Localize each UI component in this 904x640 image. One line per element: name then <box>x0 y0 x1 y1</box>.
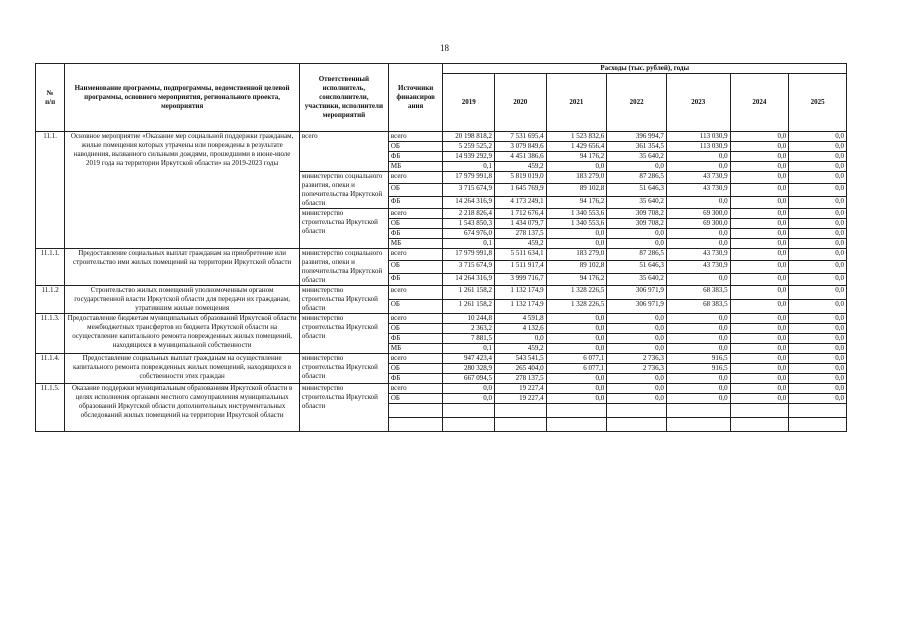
amount-cell: 35 640,2 <box>607 273 667 285</box>
amount-cell: 0,0 <box>607 334 667 344</box>
empty-cell <box>495 418 547 432</box>
amount-cell: 0,0 <box>546 239 607 249</box>
amount-cell: 1 132 174,9 <box>495 286 547 300</box>
amount-cell: 0,0 <box>730 261 789 273</box>
amount-cell: 0,0 <box>730 152 789 162</box>
empty-cell <box>666 404 730 418</box>
empty-cell <box>443 404 495 418</box>
amount-cell: 68 383,5 <box>666 286 730 300</box>
empty-cell <box>666 418 730 432</box>
amount-cell: 0,0 <box>789 300 847 314</box>
col-header-expenses: Расходы (тыс. рублей), годы <box>443 64 847 74</box>
funding-source: ОБ <box>388 142 443 152</box>
empty-cell <box>607 404 667 418</box>
amount-cell: 0,0 <box>730 344 789 354</box>
funding-source: всего <box>388 354 443 364</box>
amount-cell: 7 531 695,4 <box>495 132 547 142</box>
amount-cell: 14 939 292,9 <box>443 152 495 162</box>
row-index: 11.1.1. <box>36 249 65 286</box>
funding-source: МБ <box>388 344 443 354</box>
amount-cell: 0,0 <box>607 394 667 404</box>
executor-cell: министерство строительства Иркутской области <box>299 209 388 249</box>
amount-cell: 1 261 158,2 <box>443 300 495 314</box>
executor-cell: министерство строительства Иркутской области <box>299 384 388 432</box>
empty-cell <box>730 404 789 418</box>
amount-cell: 0,0 <box>546 314 607 324</box>
amount-cell: 0,0 <box>730 142 789 152</box>
amount-cell: 2 218 826,4 <box>443 209 495 219</box>
amount-cell: 2 363,2 <box>443 324 495 334</box>
amount-cell: 43 730,9 <box>666 261 730 273</box>
amount-cell: 0,0 <box>789 344 847 354</box>
executor-cell: министерство строительства Иркутской области <box>299 286 388 314</box>
amount-cell: 17 979 991,8 <box>443 172 495 184</box>
amount-cell: 0,0 <box>789 286 847 300</box>
amount-cell: 7 881,5 <box>443 334 495 344</box>
amount-cell: 43 730,9 <box>666 184 730 196</box>
budget-table <box>35 63 847 432</box>
amount-cell: 0,0 <box>789 162 847 172</box>
amount-cell: 0,0 <box>789 364 847 374</box>
amount-cell: 0,1 <box>443 239 495 249</box>
executor-cell: министерство строительства Иркутской области <box>299 354 388 384</box>
amount-cell: 0,1 <box>443 162 495 172</box>
amount-cell: 947 423,4 <box>443 354 495 364</box>
empty-cell <box>388 418 443 432</box>
amount-cell: 94 176,2 <box>546 273 607 285</box>
col-header-executor: Ответственный исполнитель, соисполнители, участники, исполнители мероприятий <box>299 64 388 132</box>
amount-cell: 0,0 <box>546 394 607 404</box>
amount-cell: 69 300,0 <box>666 219 730 229</box>
amount-cell: 1 328 226,5 <box>546 300 607 314</box>
funding-source: ОБ <box>388 184 443 196</box>
amount-cell: 0,0 <box>607 239 667 249</box>
empty-cell <box>789 418 847 432</box>
col-header-year: 2020 <box>495 74 547 132</box>
amount-cell: 4 173 249,1 <box>495 196 547 208</box>
empty-cell <box>443 418 495 432</box>
amount-cell: 0,0 <box>666 314 730 324</box>
amount-cell: 14 264 316,9 <box>443 273 495 285</box>
amount-cell: 35 640,2 <box>607 152 667 162</box>
funding-source: ОБ <box>388 261 443 273</box>
header-row-1 <box>36 64 847 74</box>
amount-cell: 0,0 <box>730 374 789 384</box>
amount-cell: 113 030,9 <box>666 132 730 142</box>
amount-cell: 0,0 <box>789 249 847 261</box>
amount-cell: 0,0 <box>443 384 495 394</box>
amount-cell: 1 523 832,6 <box>546 132 607 142</box>
amount-cell: 0,0 <box>666 374 730 384</box>
funding-source: ОБ <box>388 394 443 404</box>
amount-cell: 0,0 <box>730 229 789 239</box>
amount-cell: 306 971,9 <box>607 286 667 300</box>
amount-cell: 2 736,3 <box>607 364 667 374</box>
executor-cell: министерство строительства Иркутской области <box>299 314 388 354</box>
amount-cell: 459,2 <box>495 344 547 354</box>
amount-cell: 0,0 <box>546 162 607 172</box>
amount-cell: 89 102,8 <box>546 261 607 273</box>
amount-cell: 0,0 <box>730 132 789 142</box>
amount-cell: 3 999 716,7 <box>495 273 547 285</box>
amount-cell: 0,0 <box>789 229 847 239</box>
activity-description: Строительство жилых помещений уполномоченным органом государственной власти Иркутской области для передачи их гражданам, утратившим жилые помещения <box>65 286 300 314</box>
amount-cell: 0,0 <box>730 172 789 184</box>
empty-cell <box>546 404 607 418</box>
row-index: 11.1.5. <box>36 384 65 432</box>
amount-cell: 0,0 <box>789 219 847 229</box>
amount-cell: 3 079 849,6 <box>495 142 547 152</box>
activity-description: Предоставление социальных выплат гражданам на осуществление капитального ремонта поврежденных жилых помещений, находящихся в собственности этих граждан <box>65 354 300 384</box>
amount-cell: 0,0 <box>789 196 847 208</box>
amount-cell: 1 340 553,6 <box>546 209 607 219</box>
funding-source: ФБ <box>388 273 443 285</box>
amount-cell: 0,0 <box>730 273 789 285</box>
activity-description: Предоставление социальных выплат гражданам на приобретение или строительство ими жилых помещений на территории Иркутской области <box>65 249 300 286</box>
amount-cell: 14 264 316,9 <box>443 196 495 208</box>
amount-cell: 0,0 <box>546 384 607 394</box>
amount-cell: 1 328 226,5 <box>546 286 607 300</box>
amount-cell: 0,0 <box>666 324 730 334</box>
amount-cell: 0,0 <box>789 394 847 404</box>
amount-cell: 0,0 <box>666 273 730 285</box>
col-header-source: Источники финансиров ания <box>388 64 443 132</box>
amount-cell: 0,0 <box>666 229 730 239</box>
amount-cell: 0,0 <box>789 334 847 344</box>
amount-cell: 1 429 656,4 <box>546 142 607 152</box>
amount-cell: 306 971,9 <box>607 300 667 314</box>
amount-cell: 0,0 <box>789 132 847 142</box>
table-row <box>36 354 847 364</box>
amount-cell: 4 591,8 <box>495 314 547 324</box>
table-row <box>36 249 847 261</box>
amount-cell: 0,0 <box>730 286 789 300</box>
amount-cell: 0,0 <box>730 209 789 219</box>
amount-cell: 0,0 <box>730 334 789 344</box>
table-row <box>36 314 847 324</box>
funding-source: всего <box>388 249 443 261</box>
page-number: 18 <box>440 43 449 53</box>
amount-cell: 1 511 917,4 <box>495 261 547 273</box>
amount-cell: 1 645 769,9 <box>495 184 547 196</box>
amount-cell: 0,0 <box>730 184 789 196</box>
amount-cell: 0,0 <box>546 324 607 334</box>
amount-cell: 309 708,2 <box>607 209 667 219</box>
amount-cell: 0,0 <box>730 384 789 394</box>
funding-source: ОБ <box>388 300 443 314</box>
amount-cell: 265 404,0 <box>495 364 547 374</box>
amount-cell: 0,0 <box>607 324 667 334</box>
amount-cell: 89 102,8 <box>546 184 607 196</box>
amount-cell: 19 227,4 <box>495 384 547 394</box>
amount-cell: 1 434 079,7 <box>495 219 547 229</box>
funding-source: ФБ <box>388 152 443 162</box>
amount-cell: 0,0 <box>666 344 730 354</box>
amount-cell: 0,0 <box>546 374 607 384</box>
empty-cell <box>388 404 443 418</box>
amount-cell: 0,1 <box>443 344 495 354</box>
amount-cell: 0,0 <box>730 314 789 324</box>
funding-source: МБ <box>388 162 443 172</box>
amount-cell: 3 715 674,9 <box>443 184 495 196</box>
amount-cell: 4 451 386,6 <box>495 152 547 162</box>
executor-cell: министерство социального развития, опеки и попечительства Иркутской области <box>299 249 388 286</box>
amount-cell: 0,0 <box>789 314 847 324</box>
amount-cell: 0,0 <box>789 324 847 334</box>
col-header-year: 2025 <box>789 74 847 132</box>
amount-cell: 5 819 019,0 <box>495 172 547 184</box>
empty-cell <box>730 418 789 432</box>
col-header-num: № п/п <box>36 64 65 132</box>
amount-cell: 0,0 <box>546 229 607 239</box>
amount-cell: 0,0 <box>730 196 789 208</box>
amount-cell: 19 227,4 <box>495 394 547 404</box>
amount-cell: 0,0 <box>789 374 847 384</box>
amount-cell: 0,0 <box>495 334 547 344</box>
amount-cell: 0,0 <box>666 152 730 162</box>
amount-cell: 94 176,2 <box>546 152 607 162</box>
amount-cell: 1 261 158,2 <box>443 286 495 300</box>
row-index: 11.1.2 <box>36 286 65 314</box>
row-index: 11.1. <box>36 132 65 249</box>
amount-cell: 5 259 525,2 <box>443 142 495 152</box>
amount-cell: 0,0 <box>666 239 730 249</box>
amount-cell: 4 132,6 <box>495 324 547 334</box>
funding-source: ОБ <box>388 219 443 229</box>
empty-cell <box>495 404 547 418</box>
amount-cell: 10 244,8 <box>443 314 495 324</box>
amount-cell: 459,2 <box>495 239 547 249</box>
col-header-year: 2019 <box>443 74 495 132</box>
amount-cell: 2 736,3 <box>607 354 667 364</box>
amount-cell: 0,0 <box>607 374 667 384</box>
amount-cell: 51 646,3 <box>607 184 667 196</box>
executor-cell: министерство социального развития, опеки и попечительства Иркутской области <box>299 172 388 209</box>
amount-cell: 0,0 <box>607 384 667 394</box>
amount-cell: 280 328,9 <box>443 364 495 374</box>
amount-cell: 69 300,0 <box>666 209 730 219</box>
amount-cell: 916,5 <box>666 354 730 364</box>
budget-table-body <box>36 132 847 432</box>
amount-cell: 278 137,5 <box>495 374 547 384</box>
funding-source: всего <box>388 314 443 324</box>
funding-source: всего <box>388 172 443 184</box>
amount-cell: 0,0 <box>730 239 789 249</box>
amount-cell: 0,0 <box>666 196 730 208</box>
amount-cell: 0,0 <box>789 152 847 162</box>
amount-cell: 0,0 <box>607 229 667 239</box>
activity-description: Основное мероприятие «Оказание мер социальной поддержки гражданам, жилые помещения которых утрачены или повреждены в результате наводнения, вызванного сильными дождями, прошедшими в июне-июле 2019 года на территории Иркутской области» на 2019-2023 годы <box>65 132 300 249</box>
amount-cell: 0,0 <box>666 162 730 172</box>
row-index: 11.1.3. <box>36 314 65 354</box>
amount-cell: 87 286,5 <box>607 249 667 261</box>
amount-cell: 543 541,5 <box>495 354 547 364</box>
amount-cell: 3 715 674,9 <box>443 261 495 273</box>
amount-cell: 1 712 676,4 <box>495 209 547 219</box>
amount-cell: 94 176,2 <box>546 196 607 208</box>
funding-source: ФБ <box>388 334 443 344</box>
amount-cell: 0,0 <box>607 162 667 172</box>
amount-cell: 0,0 <box>730 249 789 261</box>
amount-cell: 0,0 <box>730 364 789 374</box>
amount-cell: 0,0 <box>666 394 730 404</box>
amount-cell: 20 198 818,2 <box>443 132 495 142</box>
amount-cell: 1 132 174,9 <box>495 300 547 314</box>
amount-cell: 309 708,2 <box>607 219 667 229</box>
amount-cell: 0,0 <box>607 314 667 324</box>
amount-cell: 0,0 <box>789 172 847 184</box>
funding-source: всего <box>388 286 443 300</box>
funding-source: ОБ <box>388 324 443 334</box>
amount-cell: 0,0 <box>546 334 607 344</box>
executor-cell: всего <box>299 132 388 172</box>
funding-source: ФБ <box>388 229 443 239</box>
amount-cell: 183 279,0 <box>546 249 607 261</box>
col-header-year: 2022 <box>607 74 667 132</box>
funding-source: ФБ <box>388 374 443 384</box>
amount-cell: 0,0 <box>730 354 789 364</box>
funding-source: ФБ <box>388 196 443 208</box>
amount-cell: 674 976,0 <box>443 229 495 239</box>
amount-cell: 68 383,5 <box>666 300 730 314</box>
amount-cell: 1 543 850,3 <box>443 219 495 229</box>
amount-cell: 396 994,7 <box>607 132 667 142</box>
amount-cell: 17 979 991,8 <box>443 249 495 261</box>
col-header-year: 2023 <box>666 74 730 132</box>
amount-cell: 43 730,9 <box>666 249 730 261</box>
amount-cell: 916,5 <box>666 364 730 374</box>
amount-cell: 6 077,1 <box>546 354 607 364</box>
amount-cell: 0,0 <box>730 219 789 229</box>
amount-cell: 0,0 <box>730 300 789 314</box>
amount-cell: 0,0 <box>789 384 847 394</box>
amount-cell: 0,0 <box>789 239 847 249</box>
amount-cell: 278 137,5 <box>495 229 547 239</box>
amount-cell: 0,0 <box>789 184 847 196</box>
empty-cell <box>789 404 847 418</box>
col-header-year: 2024 <box>730 74 789 132</box>
table-row <box>36 132 847 142</box>
amount-cell: 0,0 <box>607 344 667 354</box>
amount-cell: 0,0 <box>789 273 847 285</box>
amount-cell: 0,0 <box>730 324 789 334</box>
amount-cell: 6 077,1 <box>546 364 607 374</box>
amount-cell: 0,0 <box>443 394 495 404</box>
amount-cell: 43 730,9 <box>666 172 730 184</box>
amount-cell: 0,0 <box>789 354 847 364</box>
amount-cell: 0,0 <box>546 344 607 354</box>
amount-cell: 667 094,5 <box>443 374 495 384</box>
amount-cell: 113 030,9 <box>666 142 730 152</box>
amount-cell: 459,2 <box>495 162 547 172</box>
table-row <box>36 286 847 300</box>
funding-source: всего <box>388 209 443 219</box>
amount-cell: 361 354,5 <box>607 142 667 152</box>
amount-cell: 35 640,2 <box>607 196 667 208</box>
empty-cell <box>546 418 607 432</box>
table-row <box>36 384 847 394</box>
funding-source: всего <box>388 384 443 394</box>
amount-cell: 51 646,3 <box>607 261 667 273</box>
amount-cell: 0,0 <box>789 261 847 273</box>
funding-source: ОБ <box>388 364 443 374</box>
col-header-name: Наименование программы, подпрограммы, ведомственной целевой программы, основного мероприятия, регионального проекта, мероприятия <box>65 64 300 132</box>
amount-cell: 87 286,5 <box>607 172 667 184</box>
amount-cell: 0,0 <box>789 209 847 219</box>
funding-source: всего <box>388 132 443 142</box>
amount-cell: 0,0 <box>730 394 789 404</box>
col-header-year: 2021 <box>546 74 607 132</box>
funding-source: МБ <box>388 239 443 249</box>
row-index: 11.1.4. <box>36 354 65 384</box>
amount-cell: 0,0 <box>666 384 730 394</box>
amount-cell: 5 511 634,1 <box>495 249 547 261</box>
amount-cell: 1 340 553,6 <box>546 219 607 229</box>
amount-cell: 0,0 <box>789 142 847 152</box>
activity-description: Предоставление бюджетам муниципальных образований Иркутской области межбюджетных трансфертов из бюджета Иркутской области на осуществление капитального ремонта поврежденных жилых помещений, находящихся в муниципальной собственности <box>65 314 300 354</box>
amount-cell: 0,0 <box>730 162 789 172</box>
amount-cell: 0,0 <box>666 334 730 344</box>
activity-description: Оказание поддержки муниципальным образованиям Иркутской области в целях исполнения органами местного самоуправления муниципальных образований Иркутской области дополнительных инструментальных обследований жилых помещений на территории Иркутской области <box>65 384 300 432</box>
amount-cell: 183 279,0 <box>546 172 607 184</box>
empty-cell <box>607 418 667 432</box>
